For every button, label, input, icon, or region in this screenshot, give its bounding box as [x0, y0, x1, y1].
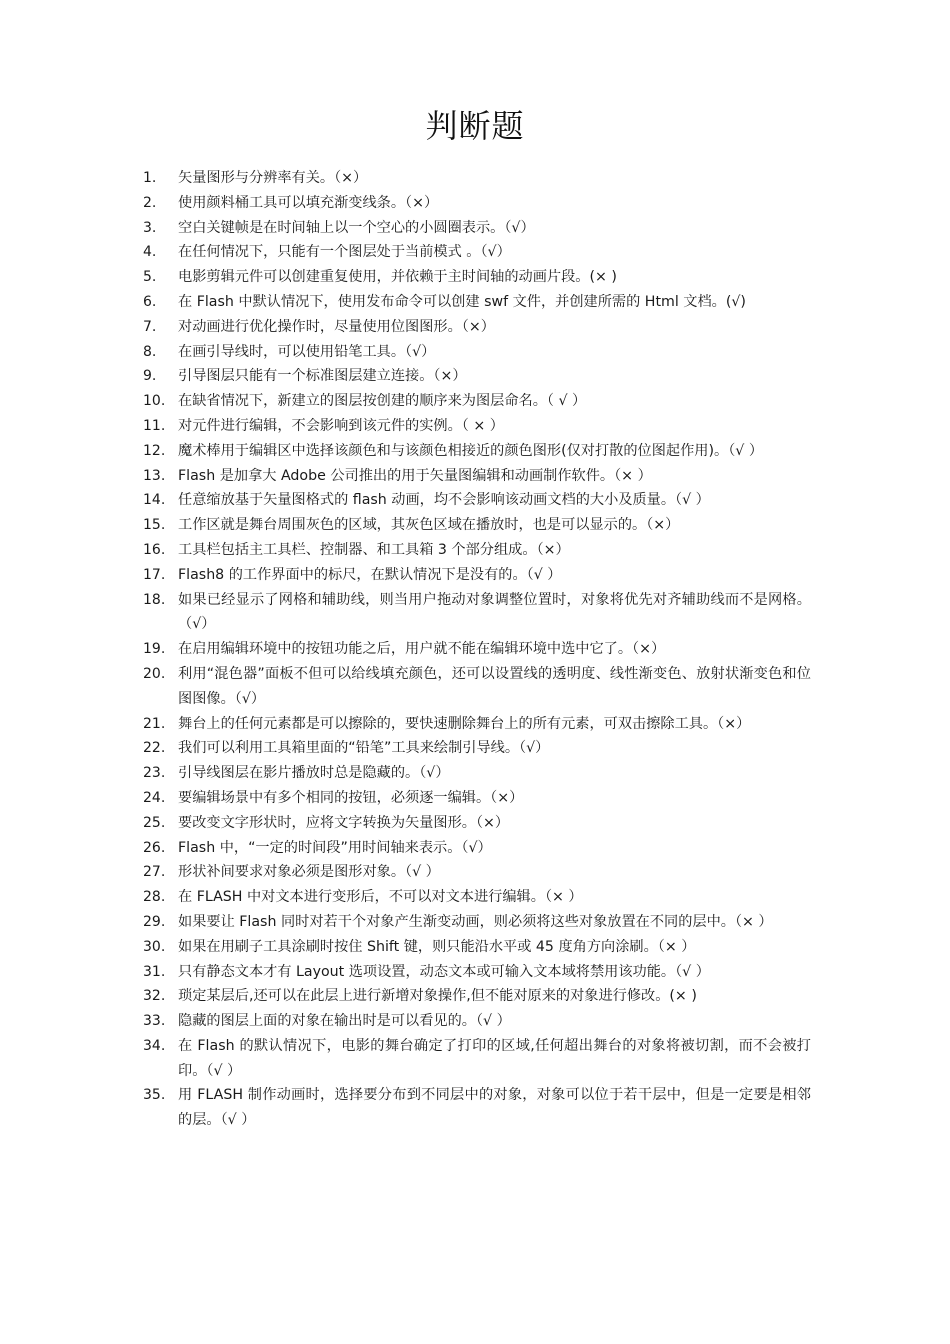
item-text: 舞台上的任何元素都是可以擦除的，要快速删除舞台上的所有元素，可双击擦除工具。（×）: [178, 715, 751, 732]
item-number: 35.: [143, 1087, 166, 1104]
item-text: 要编辑场景中有多个相同的按钮，必须逐一编辑。（×）: [178, 789, 524, 806]
item-number: 19.: [143, 641, 166, 658]
item-number: 2.: [143, 194, 157, 211]
item-number: 31.: [143, 963, 166, 980]
item-text: 如果在用刷子工具涂刷时按住 Shift 键，则只能沿水平或 45 度角方向涂刷。（× ）: [178, 938, 696, 955]
item-text: 任意缩放基于矢量图格式的 flash 动画，均不会影响该动画文档的大小及质量。（√ ）: [178, 492, 710, 509]
item-text: 用 FLASH 制作动画时，选择要分布到不同层中的对象，对象可以位于若干层中，但是一定要是相邻的层。（√ ）: [178, 1087, 811, 1129]
list-item: [143, 513, 811, 538]
item-number: 13.: [143, 467, 166, 484]
item-text: 隐藏的图层上面的对象在输出时是可以看见的。（√ ）: [178, 1013, 511, 1030]
item-text: 引导线图层在影片播放时总是隐藏的。（√）: [178, 765, 450, 782]
item-text: 在缺省情况下，新建立的图层按创建的顺序来为图层命名。（ √ ）: [178, 393, 587, 410]
item-text: 空白关键帧是在时间轴上以一个空心的小圆圈表示。（√）: [178, 219, 535, 236]
item-text: 我们可以利用工具箱里面的“铅笔”工具来绘制引导线。（√）: [178, 740, 550, 757]
item-number: 22.: [143, 740, 166, 757]
list-item: [143, 637, 811, 662]
item-number: 24.: [143, 789, 166, 806]
item-text: 只有静态文本才有 Layout 选项设置，动态文本或可输入文本域将禁用该功能。（√ ）: [178, 963, 710, 980]
item-number: 26.: [143, 839, 166, 856]
item-number: 21.: [143, 715, 166, 732]
list-item: [143, 712, 811, 737]
item-number: 20.: [143, 665, 166, 682]
item-text: 利用“混色器”面板不但可以给线填充颜色，还可以设置线的透明度、线性渐变色、放射状渐变色和位图图像。（√）: [178, 665, 811, 707]
list-item: [143, 166, 811, 191]
list-item: [143, 1083, 811, 1133]
item-number: 17.: [143, 566, 166, 583]
item-number: 27.: [143, 864, 166, 881]
item-text: 在 Flash 中默认情况下，使用发布命令可以创建 swf 文件，并创建所需的 Html 文档。(√): [178, 293, 746, 310]
list-item: [143, 216, 811, 241]
item-text: 如果已经显示了网格和辅助线，则当用户拖动对象调整位置时，对象将优先对齐辅助线而不是网格。（√）: [178, 591, 811, 633]
list-item: [143, 860, 811, 885]
item-text: 在任何情况下，只能有一个图层处于当前模式 。（√）: [178, 244, 511, 261]
list-item: [143, 885, 811, 910]
item-number: 11.: [143, 417, 166, 434]
item-text: 使用颜料桶工具可以填充渐变线条。（×）: [178, 194, 439, 211]
item-text: Flash 是加拿大 Adobe 公司推出的用于矢量图编辑和动画制作软件。（× ）: [178, 467, 652, 484]
item-number: 6.: [143, 293, 157, 310]
list-item: [143, 265, 811, 290]
list-item: [143, 290, 811, 315]
item-number: 30.: [143, 938, 166, 955]
item-number: 10.: [143, 393, 166, 410]
item-text: 工具栏包括主工具栏、控制器、和工具箱 3 个部分组成。（×）: [178, 541, 570, 558]
list-item: [143, 836, 811, 861]
list-item: [143, 1034, 811, 1084]
item-text: 工作区就是舞台周围灰色的区域，其灰色区域在播放时，也是可以显示的。（×）: [178, 517, 680, 534]
item-text: Flash8 的工作界面中的标尺，在默认情况下是没有的。（√ ）: [178, 566, 562, 583]
item-number: 3.: [143, 219, 157, 236]
item-text: 对元件进行编辑，不会影响到该元件的实例。（ × ）: [178, 417, 504, 434]
list-item: [143, 191, 811, 216]
page-title: 判断题: [425, 107, 525, 145]
item-number: 14.: [143, 492, 166, 509]
item-text: 在画引导线时，可以使用铅笔工具。（√）: [178, 343, 436, 360]
list-item: [143, 662, 811, 712]
item-text: 魔术棒用于编辑区中选择该颜色和与该颜色相接近的颜色图形(仅对打散的位图起作用)。（√ ）: [178, 442, 764, 459]
item-number: 18.: [143, 591, 166, 608]
list-item: [143, 340, 811, 365]
item-text: 引导图层只能有一个标准图层建立连接。（×）: [178, 368, 467, 385]
item-number: 32.: [143, 988, 166, 1005]
item-number: 16.: [143, 541, 166, 558]
list-item: [143, 315, 811, 340]
list-item: [143, 1009, 811, 1034]
item-text: 形状补间要求对象必须是图形对象。（√ ）: [178, 864, 440, 881]
item-text: Flash 中，“一定的时间段”用时间轴来表示。（√）: [178, 839, 492, 856]
list-item: [143, 910, 811, 935]
list-item: [143, 364, 811, 389]
list-item: [143, 761, 811, 786]
item-text: 琐定某层后,还可以在此层上进行新增对象操作,但不能对原来的对象进行修改。(× ): [178, 988, 697, 1005]
item-number: 15.: [143, 517, 166, 534]
list-item: [143, 389, 811, 414]
item-text: 矢量图形与分辨率有关。（×）: [178, 170, 368, 186]
item-number: 9.: [143, 368, 157, 385]
item-number: 29.: [143, 913, 166, 930]
list-item: [143, 414, 811, 439]
item-number: 5.: [143, 269, 157, 286]
item-number: 12.: [143, 442, 166, 459]
list-item: [143, 935, 811, 960]
list-item: [143, 811, 811, 836]
item-number: 7.: [143, 318, 157, 335]
list-item: [143, 439, 811, 464]
list-item: [143, 960, 811, 985]
item-number: 34.: [143, 1037, 166, 1054]
question-list: [143, 166, 811, 1133]
list-item: [143, 588, 811, 638]
item-text: 要改变文字形状时，应将文字转换为矢量图形。（×）: [178, 814, 510, 831]
item-text: 对动画进行优化操作时，尽量使用位图图形。（×）: [178, 318, 495, 335]
item-number: 28.: [143, 889, 166, 906]
item-number: 1.: [143, 170, 157, 186]
list-item: [143, 464, 811, 489]
item-number: 23.: [143, 765, 166, 782]
item-text: 电影剪辑元件可以创建重复使用，并依赖于主时间轴的动画片段。(× ): [178, 269, 617, 286]
list-item: [143, 563, 811, 588]
item-text: 在 FLASH 中对文本进行变形后，不可以对文本进行编辑。（× ）: [178, 889, 583, 906]
item-number: 8.: [143, 343, 157, 360]
item-text: 如果要让 Flash 同时对若干个对象产生渐变动画，则必须将这些对象放置在不同的层中。（× ）: [178, 913, 773, 930]
list-item: [143, 984, 811, 1009]
item-number: 33.: [143, 1013, 166, 1030]
list-item: [143, 736, 811, 761]
list-item: [143, 488, 811, 513]
list-item: [143, 786, 811, 811]
item-number: 4.: [143, 244, 157, 261]
list-item: [143, 538, 811, 563]
item-text: 在 Flash 的默认情况下，电影的舞台确定了打印的区域,任何超出舞台的对象将被切割，而不会被打印。（√ ）: [178, 1037, 811, 1079]
item-number: 25.: [143, 814, 166, 831]
item-text: 在启用编辑环境中的按钮功能之后，用户就不能在编辑环境中选中它了。（×）: [178, 641, 666, 658]
list-item: [143, 240, 811, 265]
